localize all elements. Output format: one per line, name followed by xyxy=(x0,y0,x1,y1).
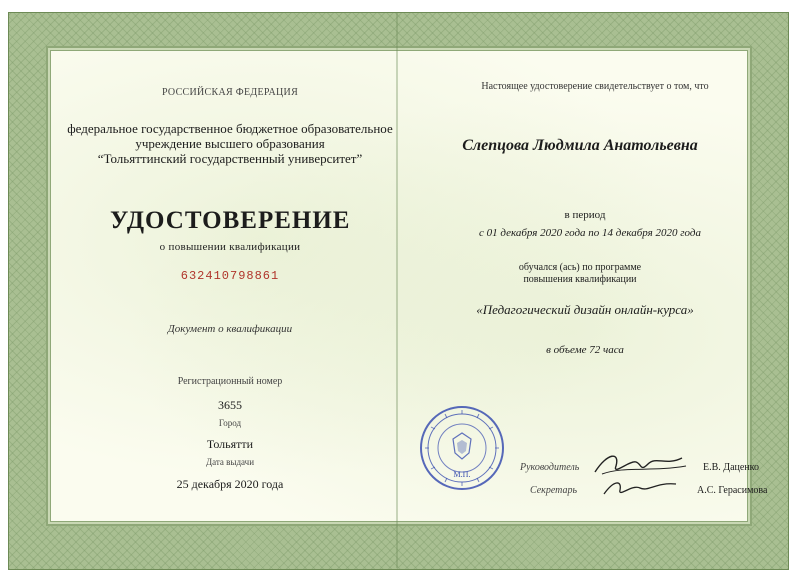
secretary-signature xyxy=(600,476,680,500)
head-role: Руководитель xyxy=(520,462,580,473)
org-line-3: “Тольяттинский государственный университет” xyxy=(97,151,363,166)
program-line-1: обучался (ась) по программе xyxy=(518,262,642,273)
stamp-place-mark: М.П. xyxy=(453,470,471,479)
reg-number-label: Регистрационный номер xyxy=(177,376,283,387)
reg-number: 3655 xyxy=(218,398,242,412)
issue-date: 25 декабря 2020 года xyxy=(176,477,284,491)
fold-line xyxy=(396,12,398,568)
secretary-role: Секретарь xyxy=(530,485,578,496)
secretary-name: А.С. Герасимова xyxy=(697,485,768,496)
city-label: Город xyxy=(218,418,242,428)
head-name: Е.В. Даценко xyxy=(703,462,760,473)
program-name: «Педагогический дизайн онлайн-курса» xyxy=(476,302,694,317)
certificate-subtitle: о повышении квалификации xyxy=(159,241,301,253)
recipient-name: Слепцова Людмила Анатольевна xyxy=(462,137,698,154)
program-line-2: повышения квалификации xyxy=(523,274,637,285)
intro-text: Настоящее удостоверение свидетельствует о том, что xyxy=(481,81,709,92)
org-line-2: учреждение высшего образования xyxy=(135,136,325,151)
volume: в объеме 72 часа xyxy=(546,344,624,356)
certificate-title: УДОСТОВЕРЕНИЕ xyxy=(110,207,351,234)
head-signature xyxy=(590,446,690,480)
city: Тольятти xyxy=(206,437,254,451)
period-label: в период xyxy=(564,209,606,221)
period: с 01 декабря 2020 года по 14 декабря 2020 года xyxy=(479,227,701,239)
document-type: Документ о квалификации xyxy=(167,323,293,335)
serial-number: 632410798861 xyxy=(180,269,280,283)
org-line-1: федеральное государственное бюджетное образовательное xyxy=(67,121,393,136)
issue-date-label: Дата выдачи xyxy=(205,457,255,467)
country-label: РОССИЙСКАЯ ФЕДЕРАЦИЯ xyxy=(161,87,299,98)
